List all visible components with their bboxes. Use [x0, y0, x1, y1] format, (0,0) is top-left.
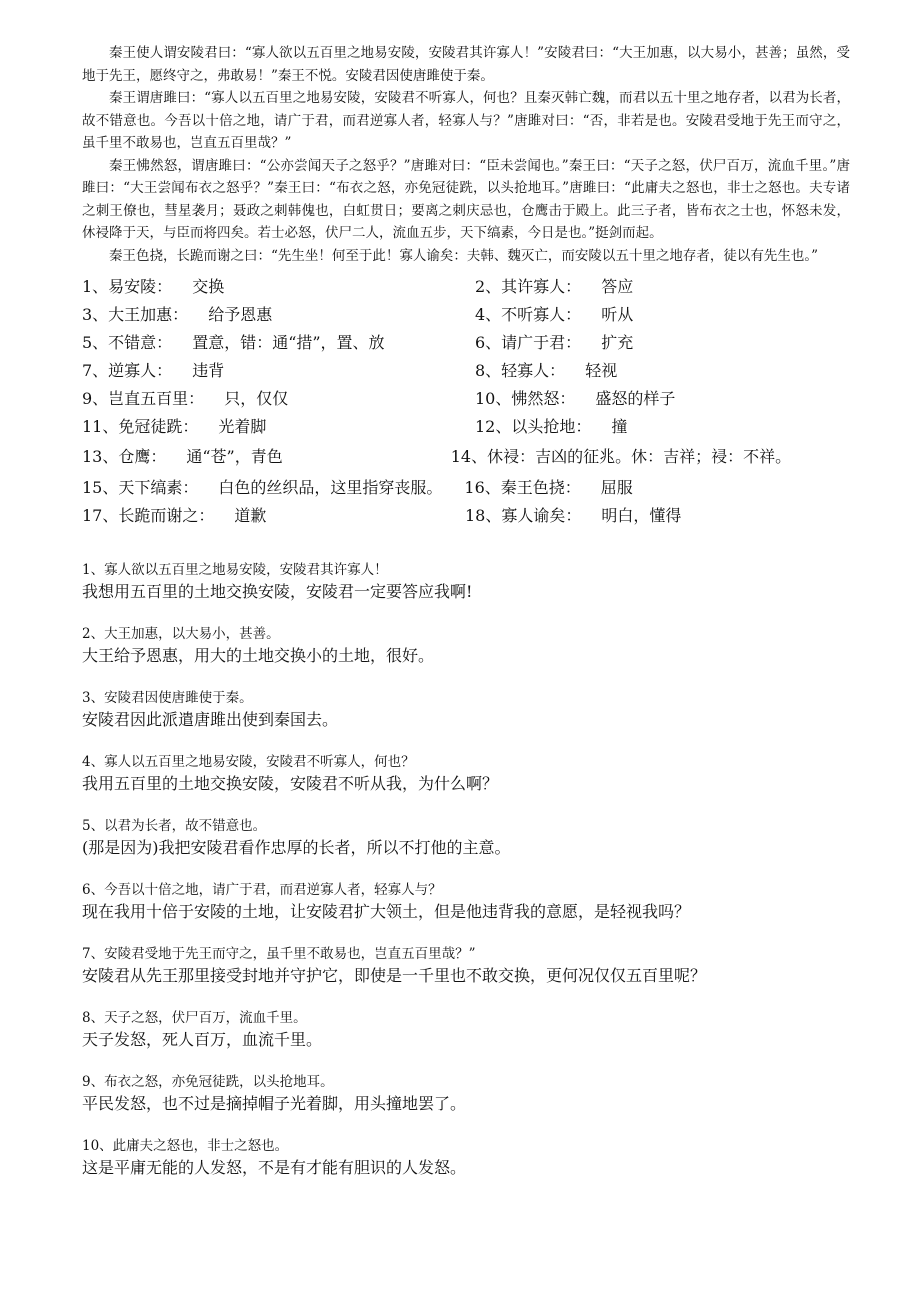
source-sentence: 7、安陵君受地于先王而守之，虽千里不敢易也，岂直五百里哉？” — [82, 946, 476, 962]
vocab-term: 16、秦王色挠： — [464, 478, 581, 497]
vocab-term: 1、易安陵： — [82, 277, 173, 296]
vocab-item — [82, 385, 475, 413]
source-sentence: 2、大王加惠，以大易小，甚善。 — [82, 626, 280, 642]
vocab-item — [475, 329, 633, 357]
translation-text: 平民发怒，也不过是摘掉帽子光着脚，用头撞地罢了。 — [82, 1094, 467, 1113]
vocab-meaning: 白色的丝织品，这里指穿丧服。 — [218, 478, 443, 497]
vocab-term: 9、岂直五百里： — [82, 389, 205, 408]
vocab-term: 4、不听寡人： — [475, 305, 582, 324]
vocab-item — [82, 474, 633, 502]
vocab-item — [475, 385, 675, 413]
vocab-item — [82, 329, 475, 357]
translation-list — [82, 560, 850, 1179]
vocab-meaning: 扩充 — [601, 333, 634, 352]
translation-item — [82, 688, 850, 731]
classical-passage — [82, 42, 850, 267]
source-sentence: 5、以君为长者，故不错意也。 — [82, 818, 267, 834]
passage-paragraph: 秦王色挠，长跪而谢之曰：“先生坐！何至于此！寡人谕矣：夫韩、魏灭亡，而安陵以五十里之地存者，徒以有先生也。” — [109, 247, 819, 264]
translation-item — [82, 624, 850, 667]
vocab-meaning: 违背 — [192, 361, 225, 380]
translation-item — [82, 1072, 850, 1115]
vocab-item — [465, 502, 681, 530]
vocab-row — [82, 273, 850, 301]
vocab-meaning: 明白，懂得 — [601, 506, 682, 525]
vocab-row — [82, 502, 850, 530]
passage-paragraph: 秦王怫然怒，谓唐雎曰：“公亦尝闻天子之怒乎？”唐雎对曰：“臣未尝闻也。”秦王曰：“天子之怒，伏尸百万，流血千里。”唐雎曰：“大王尝闻布衣之怒乎？”秦王曰：“布衣之怒，亦免冠徒跣，以头抢地耳。”唐雎曰：“此庸夫之怒也，非士之怒也。夫专诸之刺王僚也，彗星袭月；聂政之刺韩傀也，白虹贯日；要离之刺庆忌也，仓鹰击于殿上。此三子者，皆布衣之士也，怀怒未发，休祲降于天，与臣而将四矣。若士必怒，伏尸二人，流血五步，天下缟素，今日是也。”挺剑而起。 — [82, 157, 850, 241]
translation-item — [82, 1136, 850, 1179]
translation-text: 安陵君从先王那里接受封地并守护它，即使是一千里也不敢交换，更何况仅仅五百里呢？ — [82, 966, 707, 985]
translation-text: 我想用五百里的土地交换安陵，安陵君一定要答应我啊! — [82, 582, 473, 601]
vocab-term: 2、其许寡人： — [475, 277, 582, 296]
vocab-meaning: 道歉 — [234, 506, 267, 525]
vocab-meaning: 给予恩惠 — [208, 305, 273, 324]
vocab-term: 17、长跪而谢之： — [82, 506, 215, 525]
vocab-meaning: 交换 — [192, 277, 225, 296]
vocab-item — [475, 301, 633, 329]
vocab-term: 8、轻寡人： — [475, 361, 566, 380]
vocab-meaning: 通“苍”，青色 — [186, 447, 283, 466]
vocab-meaning: 只，仅仅 — [224, 389, 289, 408]
passage-paragraph: 秦王谓唐雎曰：“寡人以五百里之地易安陵，安陵君不听寡人，何也？且秦灭韩亡魏，而君以五十里之地存者，以君为长者，故不错意也。今吾以十倍之地，请广于君，而君逆寡人者，轻寡人与？”唐雎对曰：“否，非若是也。安陵君受地于先王而守之，虽千里不敢易也，岂直五百里哉？” — [82, 90, 850, 151]
vocab-meaning: 听从 — [601, 305, 634, 324]
source-sentence: 9、布衣之怒，亦免冠徒跣，以头抢地耳。 — [82, 1074, 334, 1090]
vocab-item — [82, 502, 465, 530]
source-sentence: 1、寡人欲以五百里之地易安陵，安陵君其许寡人！ — [82, 562, 388, 578]
vocab-meaning: 答应 — [601, 277, 634, 296]
vocab-row — [82, 444, 850, 470]
vocab-meaning: 光着脚 — [218, 417, 267, 436]
vocab-term: 3、大王加惠： — [82, 305, 189, 324]
translation-text: (那是因为)我把安陵君看作忠厚的长者，所以不打他的主意。 — [82, 838, 511, 857]
vocab-row — [82, 385, 850, 413]
vocabulary-list — [82, 273, 850, 530]
vocab-term: 11、免冠徒跣： — [82, 417, 199, 436]
vocab-term: 7、逆寡人： — [82, 361, 173, 380]
source-sentence: 3、安陵君因使唐雎使于秦。 — [82, 690, 253, 706]
source-sentence: 6、今吾以十倍之地，请广于君，而君逆寡人者，轻寡人与？ — [82, 882, 442, 898]
vocab-item — [475, 413, 627, 441]
vocab-term: 10、怫然怒： — [475, 389, 576, 408]
translation-item — [82, 752, 850, 795]
vocab-item — [475, 357, 617, 385]
passage-paragraph: 秦王使人谓安陵君曰：“寡人欲以五百里之地易安陵，安陵君其许寡人！”安陵君曰：“大王加惠，以大易小，甚善；虽然，受地于先王，愿终守之，弗敢易！”秦王不悦。安陵君因使唐雎使于秦。 — [82, 45, 850, 84]
vocab-meaning: 撞 — [611, 417, 628, 436]
vocab-row — [82, 329, 850, 357]
vocab-meaning: 置意，错：通“措”，置、放 — [192, 333, 385, 352]
source-sentence: 10、此庸夫之怒也，非士之怒也。 — [82, 1138, 289, 1154]
translation-text: 大王给予恩惠，用大的土地交换小的土地，很好。 — [82, 646, 435, 665]
vocab-term: 14、休祲： — [450, 447, 536, 466]
source-sentence: 4、寡人以五百里之地易安陵，安陵君不听寡人，何也？ — [82, 754, 415, 770]
translation-item — [82, 944, 850, 987]
vocab-term: 5、不错意： — [82, 333, 173, 352]
vocab-item — [82, 273, 475, 301]
vocab-item — [475, 273, 633, 301]
vocab-item — [82, 357, 475, 385]
vocab-meaning: 盛怒的样子 — [595, 389, 676, 408]
vocab-term: 12、以头抢地： — [475, 417, 592, 436]
vocab-term: 6、请广于君： — [475, 333, 582, 352]
vocab-row — [82, 474, 850, 502]
translation-item — [82, 560, 850, 603]
translation-text: 天子发怒，死人百万，血流千里。 — [82, 1030, 323, 1049]
vocab-row — [82, 357, 850, 385]
vocab-term: 15、天下缟素： — [82, 478, 199, 497]
vocab-item — [82, 301, 475, 329]
vocab-term: 18、寡人谕矣： — [465, 506, 582, 525]
translation-text: 安陵君因此派遣唐雎出使到秦国去。 — [82, 710, 339, 729]
translation-text: 这是平庸无能的人发怒，不是有才能有胆识的人发怒。 — [82, 1158, 467, 1177]
vocab-row — [82, 301, 850, 329]
vocab-term: 13、仓鹰： — [82, 447, 167, 466]
vocab-meaning: 轻视 — [585, 361, 618, 380]
translation-item — [82, 816, 850, 859]
vocab-meaning: 屈服 — [600, 478, 633, 497]
translation-item — [82, 1008, 850, 1051]
translation-item — [82, 880, 850, 923]
vocab-row — [82, 413, 850, 441]
source-sentence: 8、天子之怒，伏尸百万，流血千里。 — [82, 1010, 307, 1026]
vocab-meaning: 吉凶的征兆。休：吉祥；祲：不祥。 — [535, 447, 792, 466]
translation-text: 我用五百里的土地交换安陵，安陵君不听从我，为什么啊？ — [82, 774, 499, 793]
translation-text: 现在我用十倍于安陵的土地，让安陵君扩大领土，但是他违背我的意愿，是轻视我吗？ — [82, 902, 691, 921]
vocab-item — [82, 413, 475, 441]
